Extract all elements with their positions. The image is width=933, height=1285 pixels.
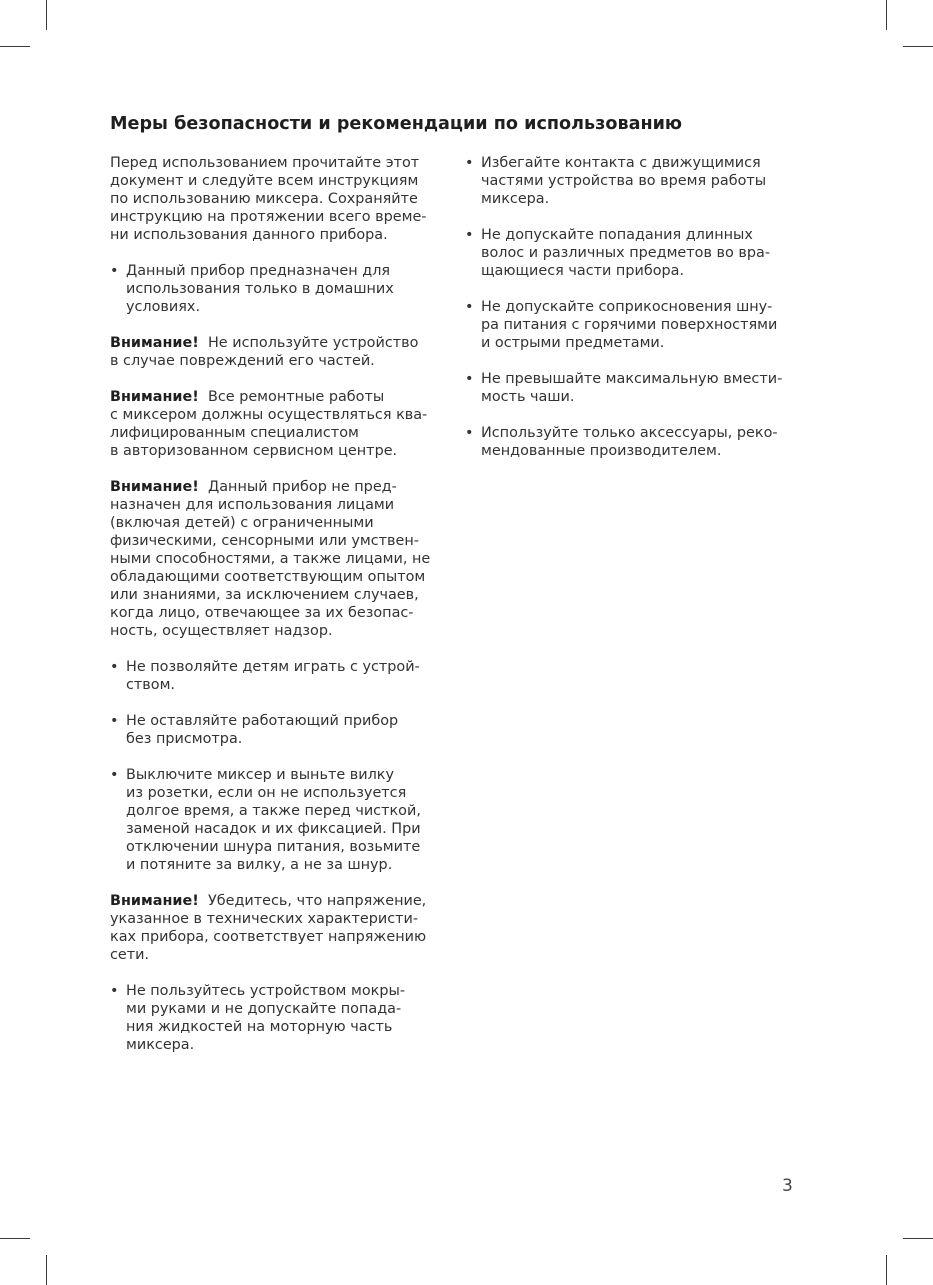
text-line: и потяните за вилку, а не за шнур. — [126, 857, 393, 873]
text-line: Перед использованием прочитайте этот — [110, 155, 420, 171]
warning-repair — [110, 388, 450, 460]
bullet-wet-hands — [110, 982, 450, 1054]
text-line: обладающими соответствующим опытом — [110, 569, 426, 585]
text-line: ках прибора, соответствует напряжению — [110, 929, 427, 945]
left-column — [110, 154, 450, 1072]
text-line: условиях. — [126, 299, 201, 315]
text-line: или знаниями, за исключением случаев, — [110, 587, 419, 603]
text-line: ни использования данного прибора. — [110, 227, 388, 243]
bullet-dot-icon: • — [465, 425, 474, 441]
intro-paragraph — [110, 154, 450, 244]
warning-label: Внимание! — [110, 335, 199, 351]
text-line: из розетки, если он не используется — [126, 785, 407, 801]
warning-persons — [110, 478, 450, 640]
text-line: инструкцию на протяжении всего време- — [110, 209, 427, 225]
text-line: Используйте только аксессуары, реко- — [481, 425, 778, 441]
crop-mark-top-right-horizontal — [903, 46, 933, 47]
text-line: Не превышайте максимальную вмести- — [481, 371, 783, 387]
bullet-unplug — [110, 766, 450, 874]
bullet-hair — [465, 226, 815, 280]
crop-mark-top-left-vertical — [46, 0, 47, 30]
bullet-dot-icon: • — [465, 299, 474, 315]
bullet-dot-icon: • — [465, 371, 474, 387]
warning-label: Внимание! — [110, 389, 199, 405]
bullet-dot-icon: • — [110, 767, 119, 783]
bullet-dot-icon: • — [110, 659, 119, 675]
text-line: Не допускайте соприкосновения шну- — [481, 299, 773, 315]
text-line: ми руками и не допускайте попада- — [126, 1001, 402, 1017]
text-line: ния жидкостей на моторную часть — [126, 1019, 393, 1035]
crop-mark-bottom-right-vertical — [886, 1255, 887, 1285]
bullet-dot-icon: • — [110, 983, 119, 999]
text-line: в авторизованном сервисном центре. — [110, 443, 398, 459]
bullet-moving-parts — [465, 154, 815, 208]
text-line: Не пользуйтесь устройством мокры- — [126, 983, 406, 999]
text-line: ством. — [126, 677, 176, 693]
bullet-home-use — [110, 262, 450, 316]
text-line: указанное в технических характеристи- — [110, 911, 419, 927]
bullet-power-cord — [465, 298, 815, 352]
text-line: в случае повреждений его частей. — [110, 353, 375, 369]
text-line: мендованные производителем. — [481, 443, 722, 459]
text-line: физическими, сенсорными или умствен- — [110, 533, 419, 549]
text-line: сети. — [110, 947, 150, 963]
crop-mark-top-right-vertical — [886, 0, 887, 30]
text-line: использования только в домашних — [126, 281, 394, 297]
crop-mark-bottom-left-vertical — [46, 1255, 47, 1285]
text-line: назначен для использования лицами — [110, 497, 395, 513]
bullet-dot-icon: • — [465, 227, 474, 243]
text-line: лифицированным специалистом — [110, 425, 359, 441]
text-line: заменой насадок и их фиксацией. При — [126, 821, 421, 837]
crop-mark-bottom-left-horizontal — [0, 1238, 30, 1239]
warning-label: Внимание! — [110, 479, 199, 495]
text-line: Данный прибор предназначен для — [126, 263, 391, 279]
warning-damage — [110, 334, 450, 370]
text-line: без присмотра. — [126, 731, 243, 747]
text-line: (включая детей) с ограниченными — [110, 515, 374, 531]
text-line-fragment: Все ремонтные работы — [207, 389, 385, 405]
text-line: миксера. — [126, 1037, 195, 1053]
text-line: с миксером должны осуществляться ква- — [110, 407, 428, 423]
bullet-dot-icon: • — [110, 263, 119, 279]
text-line: по использованию миксера. Сохраняйте — [110, 191, 418, 207]
text-line: Не допускайте попадания длинных — [481, 227, 753, 243]
text-line — [110, 478, 450, 496]
text-line — [110, 334, 450, 352]
text-line: Не позволяйте детям играть с устрой- — [126, 659, 420, 675]
text-line: мость чаши. — [481, 389, 575, 405]
text-line: отключении шнура питания, возьмите — [126, 839, 421, 855]
bullet-dot-icon: • — [465, 155, 474, 171]
text-line: Выключите миксер и выньте вилку — [126, 767, 394, 783]
warning-voltage — [110, 892, 450, 964]
text-line-fragment: Убедитесь, что напряжение, — [207, 893, 427, 909]
right-column — [465, 154, 815, 478]
text-line: и острыми предметами. — [481, 335, 665, 351]
text-line: долгое время, а также перед чисткой, — [126, 803, 421, 819]
bullet-accessories — [465, 424, 815, 460]
text-line: ными способностями, а также лицами, не — [110, 551, 431, 567]
crop-mark-bottom-right-horizontal — [903, 1238, 933, 1239]
text-line — [110, 892, 450, 910]
warning-label: Внимание! — [110, 893, 199, 909]
text-line: ность, осуществляет надзор. — [110, 623, 333, 639]
bullet-children — [110, 658, 450, 694]
text-line — [110, 388, 450, 406]
page-title: Меры безопасности и рекомендации по использованию — [110, 114, 683, 134]
bullet-unattended — [110, 712, 450, 748]
text-line: миксера. — [481, 191, 550, 207]
text-line: волос и различных предметов во вра- — [481, 245, 771, 261]
text-line: документ и следуйте всем инструкциям — [110, 173, 419, 189]
text-line: щающиеся части прибора. — [481, 263, 685, 279]
text-line: Избегайте контакта с движущимися — [481, 155, 761, 171]
crop-mark-top-left-horizontal — [0, 46, 30, 47]
page-number: 3 — [782, 1176, 793, 1196]
text-line-fragment: Данный прибор не пред- — [207, 479, 397, 495]
text-line-fragment: Не используйте устройство — [207, 335, 419, 351]
text-line: ра питания с горячими поверхностями — [481, 317, 778, 333]
text-line: частями устройства во время работы — [481, 173, 767, 189]
bullet-dot-icon: • — [110, 713, 119, 729]
text-line: Не оставляйте работающий прибор — [126, 713, 399, 729]
text-line: когда лицо, отвечающее за их безопас- — [110, 605, 414, 621]
bullet-bowl-capacity — [465, 370, 815, 406]
